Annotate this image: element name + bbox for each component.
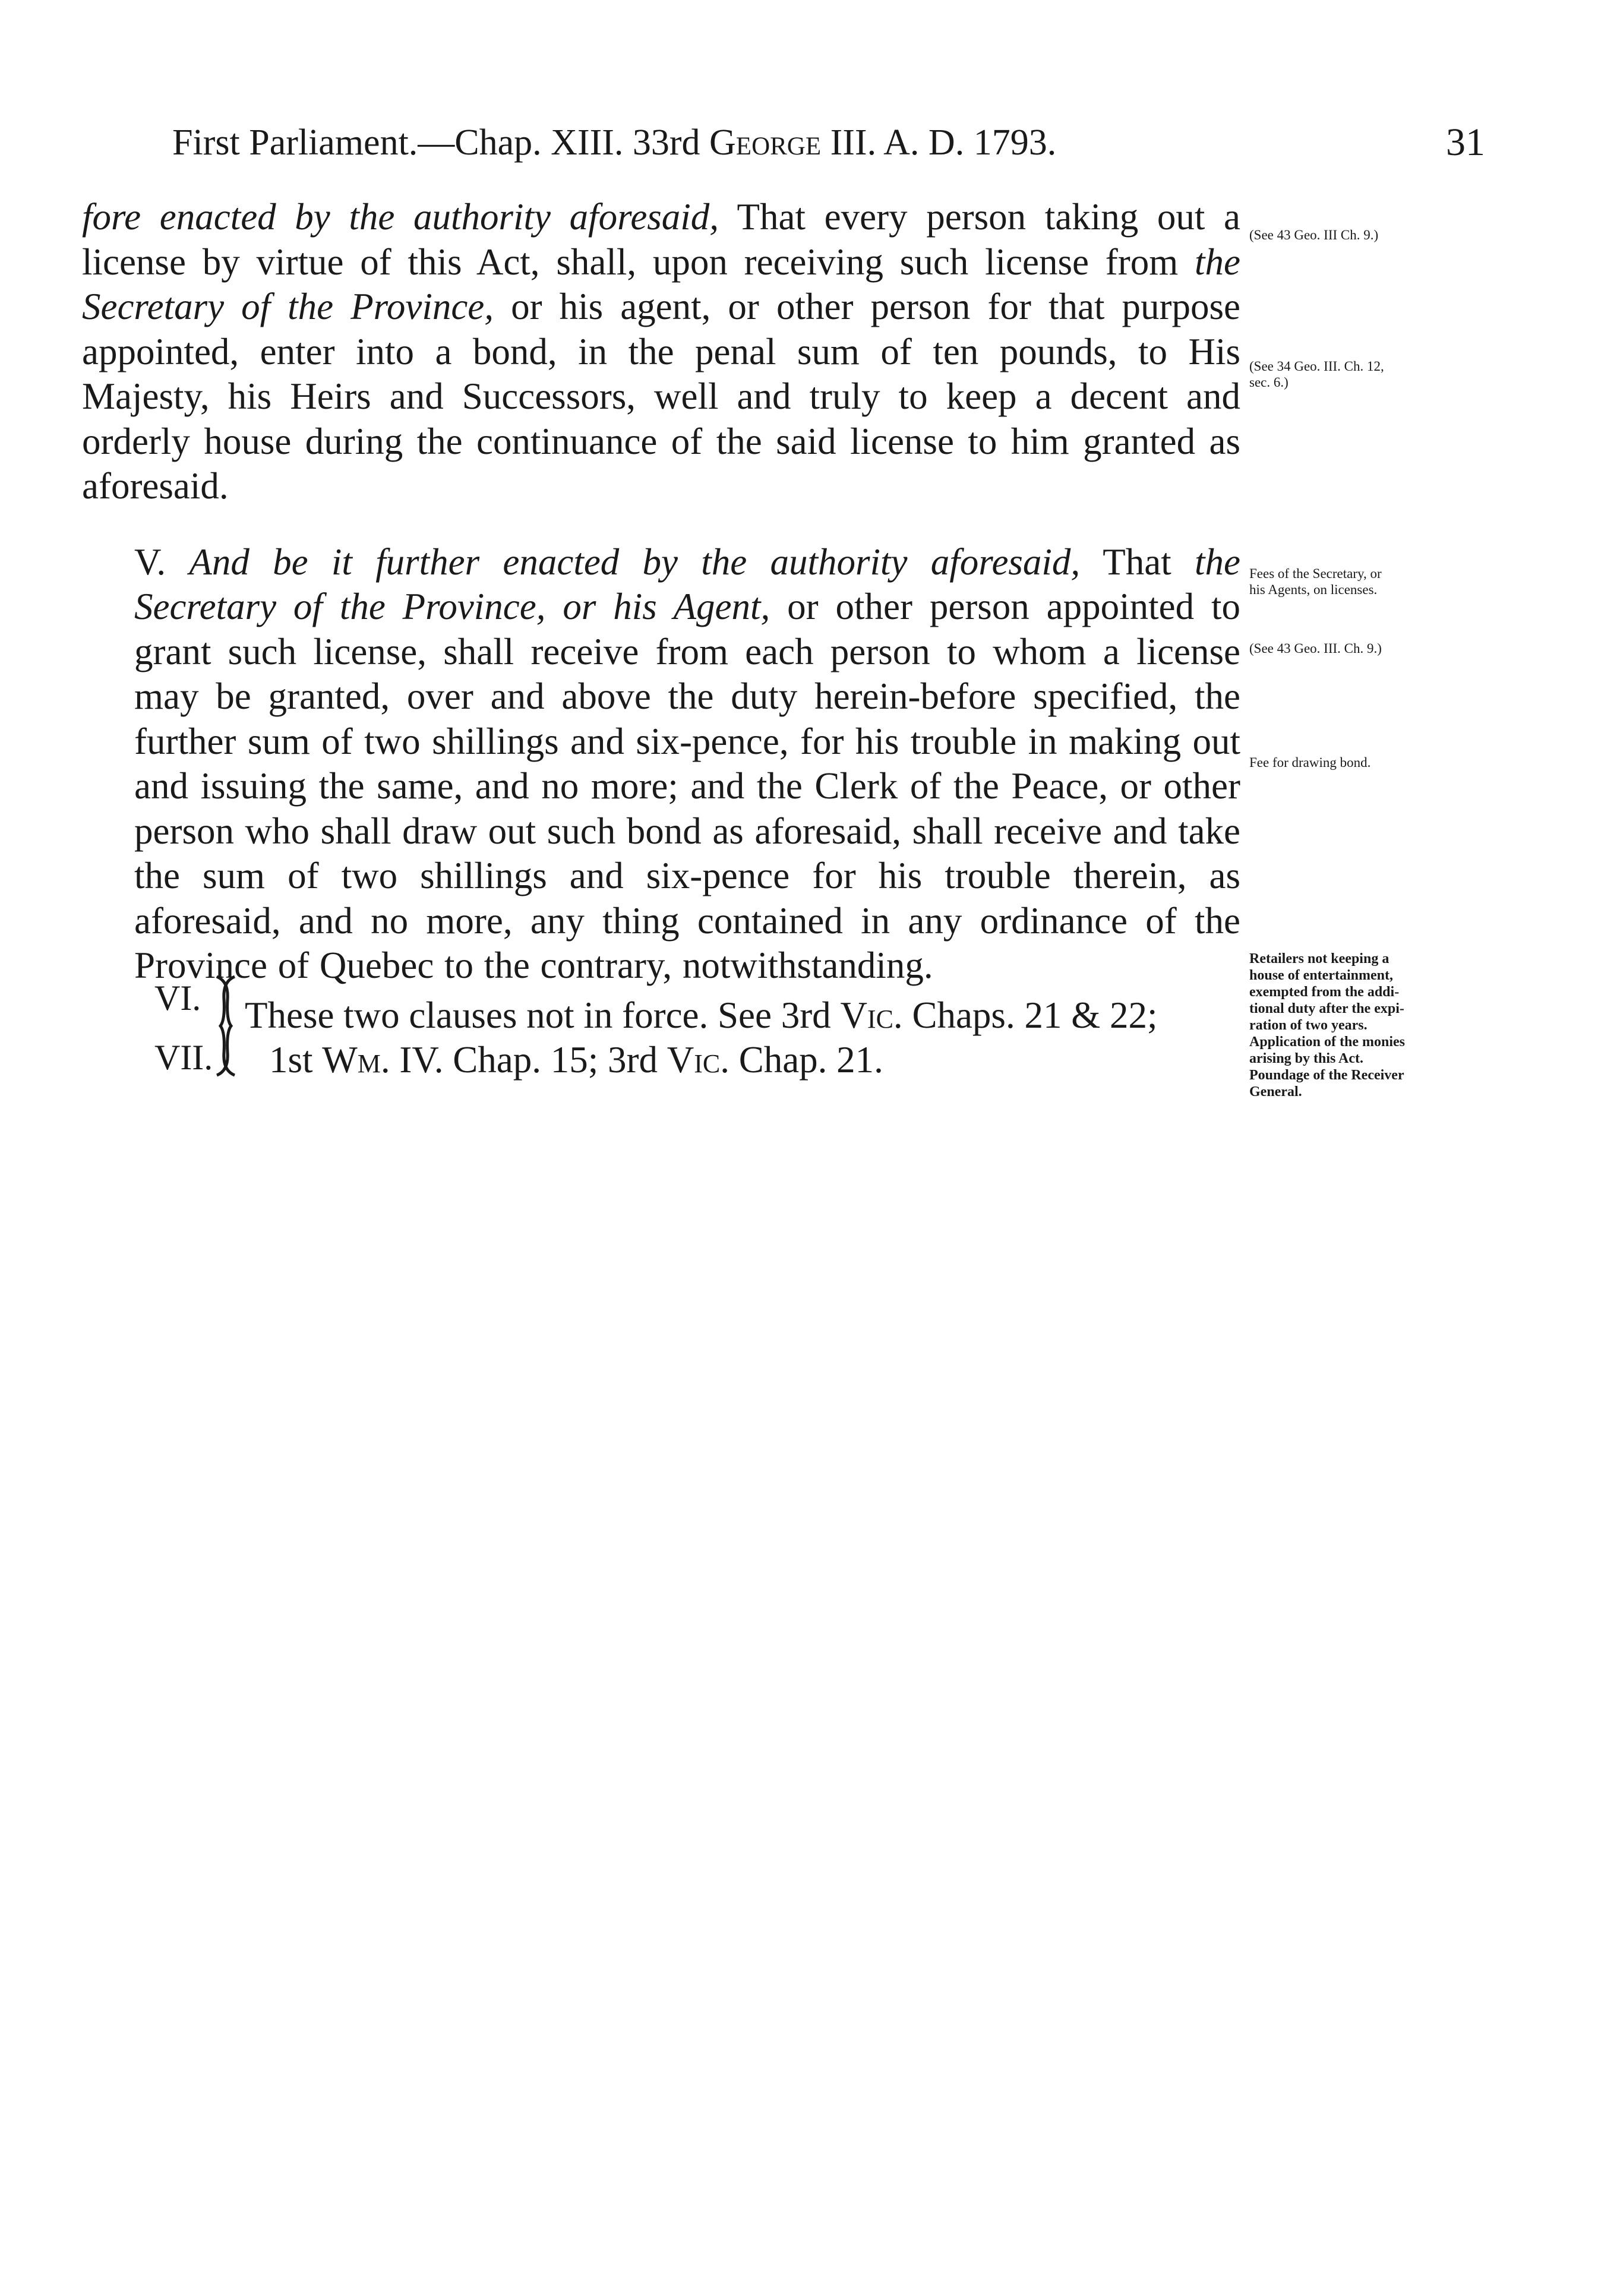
paragraph-continued — [82, 195, 1240, 509]
header-right: III. A. D. 1793. — [830, 122, 1057, 163]
clauses-not-in-force — [154, 968, 1283, 1087]
body-text — [82, 195, 1240, 988]
enacting-phrase: fore enacted by the authority aforesaid, — [82, 196, 719, 238]
side-note-reference: (See 34 Geo. III. Ch. 12, sec. 6.) — [1249, 359, 1384, 390]
header-left: First Parliament.—Chap. XIII. 33rd — [172, 122, 700, 163]
side-note-retailers: Retailers not keeping a house of entertainment, exempted from the addi- tional duty after the expi- ration of two years. Application of the monies arising by this Act. Poundage of the Receiver General. — [1249, 951, 1406, 1100]
paragraph-text: That — [1080, 541, 1195, 583]
paragraph-text: or other person appointed to grant such license, shall receive from each person to whom a license may be granted, over and above the duty herein-before specified, the further sum of two shillings and six-pence, for his trouble in making out and issuing the same, and no more; and the Clerk of the Peace, or other person who shall draw out such bond as aforesaid, shall receive and take the sum of two shillings and six-pence for his trouble therein, as aforesaid, and no more, any thing contained in any ordinance of the Province of Quebec to the contrary, notwithstanding. — [134, 586, 1241, 986]
side-note-fee-bond: Fee for drawing bond. — [1249, 755, 1371, 770]
clause-numeral-vii: VII. — [154, 1038, 213, 1077]
clause-line-1: These two clauses not in force. See 3rd Vic. Chaps. 21 & 22; — [245, 994, 1158, 1036]
paragraph-text: That every person taking out a license by virtue of this Act, shall, upon receiving such license from — [82, 196, 1240, 283]
italic-phrase: the Secretary of the Province, or his Agent, — [134, 541, 1240, 627]
paragraph-text: or his agent, or other person for that purpose appointed, enter into a bond, in the penal sum of ten pounds, to His Majesty, his Heirs and Successors, well and truly to keep a decent and orderly house during the continuance of the said license to him granted as aforesaid. — [82, 286, 1241, 507]
page-header — [172, 119, 1485, 166]
clause-line-2: 1st Wm. IV. Chap. 15; 3rd Vic. Chap. 21. — [269, 1039, 883, 1081]
side-note-reference: (See 43 Geo. III. Ch. 9.) — [1249, 641, 1382, 656]
clause-numerals — [154, 968, 213, 1087]
italic-phrase: the Secretary of the Province, — [82, 241, 1240, 327]
section-v — [82, 540, 1240, 988]
page-number: 31 — [1446, 121, 1485, 164]
enacting-phrase: And be it further enacted by the authority aforesaid, — [189, 541, 1081, 583]
side-note-fees-secretary: Fees of the Secretary, or his Agents, on licenses. — [1249, 566, 1382, 597]
brace-icon — [211, 975, 241, 1076]
clause-numeral-vi: VI. — [154, 978, 201, 1018]
header-king: George — [709, 122, 822, 163]
section-numeral: V. — [134, 541, 190, 583]
side-note-reference: (See 43 Geo. III Ch. 9.) — [1249, 228, 1379, 242]
